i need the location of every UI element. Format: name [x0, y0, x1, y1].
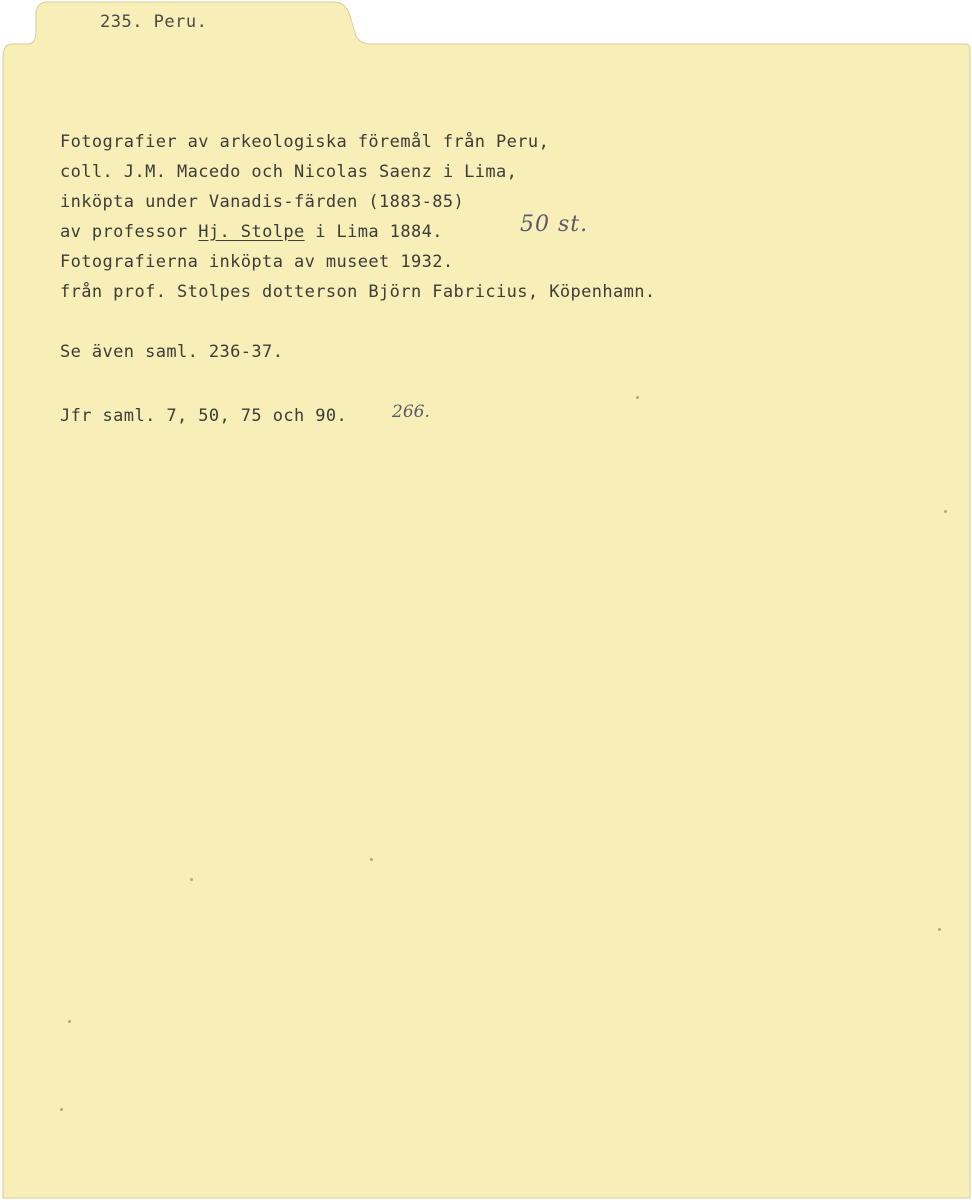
underlined-name: Hj. Stolpe — [198, 222, 305, 242]
typed-line-4-suffix: i Lima 1884. — [304, 222, 443, 242]
see-also-line: Se även saml. 236-37. — [60, 342, 284, 362]
paper-speck — [944, 510, 947, 513]
handwritten-note: 266. — [392, 402, 430, 422]
typed-line-4-prefix: av professor — [60, 222, 199, 242]
paper-speck — [190, 878, 193, 881]
paper-speck — [68, 1020, 71, 1023]
paper-speck — [60, 1108, 63, 1111]
typed-line-2: coll. J.M. Macedo och Nicolas Saenz i Lima, — [60, 162, 518, 182]
tab-label: 235. Peru. — [100, 12, 208, 32]
compare-line: Jfr saml. 7, 50, 75 och 90. — [60, 406, 348, 426]
typed-line-1: Fotografier av arkeologiska föremål från Peru, — [60, 132, 550, 152]
paper-speck — [636, 396, 639, 399]
typed-line-3: inköpta under Vanadis-färden (1883-85) — [60, 192, 465, 212]
typed-line-5: Fotografierna inköpta av museet 1932. — [60, 252, 454, 272]
typed-line-6: från prof. Stolpes dotterson Björn Fabricius, Köpenhamn. — [60, 282, 656, 302]
handwritten-count: 50 st. — [520, 212, 589, 237]
paper-speck — [370, 858, 373, 861]
typed-line-4 — [60, 222, 443, 242]
paper-speck — [938, 928, 941, 931]
